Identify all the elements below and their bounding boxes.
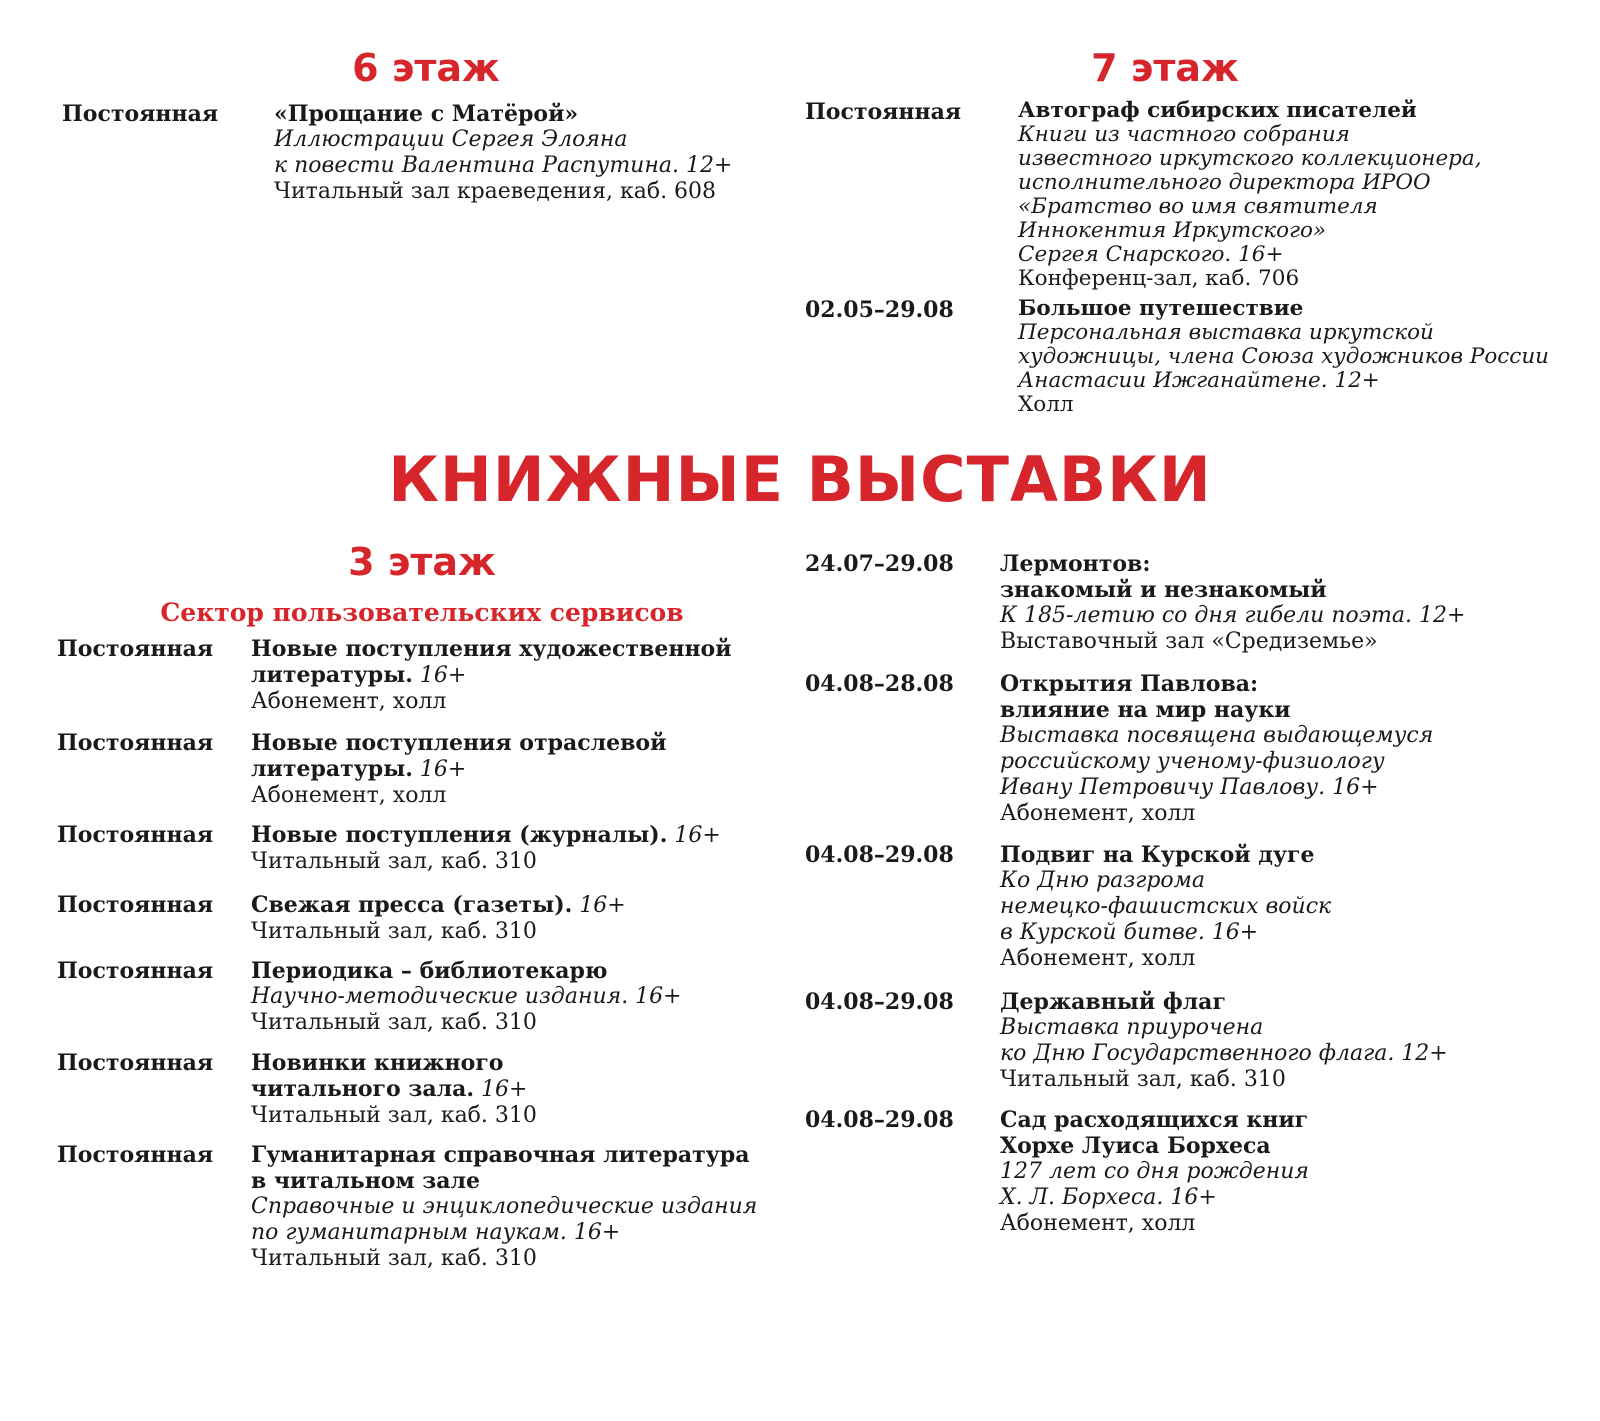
- exhibit-entry: [251, 822, 721, 875]
- exhibit-entry: [251, 1142, 757, 1272]
- exhibit-desc: известного иркутского коллекционера,: [1018, 146, 1482, 171]
- exhibit-desc: Х. Л. Борхеса. 16+: [1000, 1185, 1217, 1210]
- exhibit-title: Большое путешествие: [1018, 296, 1304, 321]
- exhibit-entry: [1018, 99, 1482, 291]
- exhibit-title: Новые поступления отраслевой: [251, 730, 667, 756]
- exhibit-place: Читальный зал, каб. 310: [251, 1246, 537, 1271]
- exhibit-date: Постоянная: [57, 822, 214, 848]
- exhibit-desc: Иллюстрации Сергея Элояна: [274, 127, 628, 152]
- exhibit-entry: [1000, 989, 1448, 1093]
- exhibit-entry: [251, 892, 626, 945]
- exhibit-title: Новинки книжного: [251, 1050, 504, 1076]
- exhibit-place: Читальный зал, каб. 310: [251, 849, 537, 874]
- exhibit-title: Свежая пресса (газеты).: [251, 892, 573, 918]
- exhibit-date: 04.08–28.08: [805, 671, 954, 697]
- floor-3-title: 3 этаж: [348, 540, 496, 584]
- exhibit-desc: в Курской битве. 16+: [1000, 920, 1259, 945]
- exhibit-date: 02.05–29.08: [805, 297, 954, 323]
- exhibit-title: Лермонтов:: [1000, 551, 1151, 577]
- exhibit-entry: [1000, 1107, 1309, 1237]
- sector-title: Сектор пользовательских сервисов: [160, 598, 684, 627]
- exhibit-place: Абонемент, холл: [1000, 946, 1196, 971]
- exhibit-title: Новые поступления (журналы).: [251, 822, 668, 848]
- exhibit-title: Новые поступления художественной: [251, 636, 732, 662]
- exhibit-date: Постоянная: [805, 99, 962, 125]
- exhibit-place: Абонемент, холл: [251, 783, 447, 808]
- exhibit-title: Открытия Павлова:: [1000, 671, 1259, 697]
- exhibit-date: Постоянная: [57, 958, 214, 984]
- exhibit-place: Абонемент, холл: [1000, 1211, 1196, 1236]
- exhibit-place: Читальный зал, каб. 310: [251, 919, 537, 944]
- exhibit-place: Читальный зал, каб. 310: [251, 1010, 537, 1035]
- exhibit-entry: [1000, 551, 1465, 655]
- exhibit-place: Конференц-зал, каб. 706: [1018, 266, 1300, 291]
- exhibit-title: Гуманитарная справочная литература: [251, 1142, 750, 1168]
- exhibit-desc: Выставка посвящена выдающемуся: [1000, 723, 1434, 748]
- age-rating: 16+: [419, 663, 467, 688]
- book-exhibitions-title: КНИЖНЫЕ ВЫСТАВКИ: [388, 443, 1212, 516]
- exhibit-date: 04.08–29.08: [805, 989, 954, 1015]
- exhibit-place: Читальный зал краеведения, каб. 608: [274, 179, 717, 204]
- exhibit-title: Державный флаг: [1000, 989, 1226, 1015]
- exhibit-title: Подвиг на Курской дуге: [1000, 842, 1315, 868]
- exhibit-place: Читальный зал, каб. 310: [1000, 1067, 1286, 1092]
- exhibit-date: Постоянная: [57, 1050, 214, 1076]
- exhibit-date: 24.07–29.08: [805, 551, 954, 577]
- exhibit-entry: [251, 958, 682, 1036]
- exhibit-desc: исполнительного директора ИРОО: [1018, 170, 1431, 195]
- exhibit-date: Постоянная: [57, 730, 214, 756]
- exhibit-title: литературы.: [251, 756, 413, 782]
- exhibit-desc: российскому ученому-физиологу: [1000, 749, 1385, 774]
- age-rating: 16+: [579, 893, 626, 918]
- exhibit-title: знакомый и незнакомый: [1000, 577, 1327, 603]
- exhibit-title: читального зала.: [251, 1076, 475, 1102]
- exhibit-desc: 127 лет со дня рождения: [1000, 1159, 1309, 1184]
- exhibit-place: Холл: [1018, 392, 1074, 417]
- exhibit-desc: немецко-фашистских войск: [1000, 894, 1332, 919]
- exhibit-entry: [1018, 297, 1549, 417]
- exhibit-place: Читальный зал, каб. 310: [251, 1103, 537, 1128]
- exhibit-place: Абонемент, холл: [251, 689, 447, 714]
- exhibit-desc: «Братство во имя святителя: [1018, 194, 1378, 219]
- exhibit-title: Периодика – библиотекарю: [251, 958, 608, 984]
- exhibit-title: влияние на мир науки: [1000, 697, 1291, 723]
- exhibit-entry: [251, 1050, 537, 1129]
- exhibit-desc: ко Дню Государственного флага. 12+: [1000, 1041, 1448, 1066]
- exhibit-date: Постоянная: [57, 1142, 214, 1168]
- age-rating: 16+: [481, 1077, 528, 1102]
- age-rating: 16+: [419, 757, 467, 782]
- exhibit-desc: Книги из частного собрания: [1018, 122, 1350, 147]
- exhibit-place: Выставочный зал «Средиземье»: [1000, 629, 1378, 654]
- exhibit-title: Автограф сибирских писателей: [1018, 98, 1417, 123]
- exhibit-entry: [274, 101, 732, 205]
- exhibit-title: Хорхе Луиса Борхеса: [1000, 1133, 1271, 1159]
- exhibit-desc: Научно-методические издания. 16+: [251, 984, 682, 1009]
- exhibit-entry: [1000, 671, 1433, 827]
- exhibit-date: Постоянная: [57, 636, 214, 662]
- exhibit-desc: по гуманитарным наукам. 16+: [251, 1220, 621, 1245]
- exhibit-desc: Справочные и энциклопедические издания: [251, 1194, 758, 1219]
- exhibit-title: литературы.: [251, 662, 413, 688]
- exhibit-title: Сад расходящихся книг: [1000, 1107, 1309, 1133]
- exhibit-place: Абонемент, холл: [1000, 801, 1196, 826]
- exhibit-desc: Выставка приурочена: [1000, 1015, 1264, 1040]
- floor-7-title: 7 этаж: [1091, 46, 1239, 90]
- exhibit-desc: Сергея Снарского. 16+: [1018, 242, 1284, 267]
- exhibit-date: 04.08–29.08: [805, 842, 954, 868]
- exhibit-desc: Ивану Петровичу Павлову. 16+: [1000, 775, 1379, 800]
- exhibit-entry: [251, 730, 666, 809]
- exhibit-desc: К 185-летию со дня гибели поэта. 12+: [1000, 603, 1466, 628]
- exhibit-title: «Прощание с Матёрой»: [274, 101, 579, 127]
- exhibit-desc: к повести Валентина Распутина. 12+: [274, 153, 733, 178]
- exhibit-desc: художницы, члена Союза художников России: [1018, 344, 1550, 369]
- exhibit-title: в читальном зале: [251, 1168, 481, 1194]
- exhibit-desc: Анастасии Ижганайтене. 12+: [1018, 368, 1380, 393]
- floor-6-title: 6 этаж: [352, 46, 500, 90]
- exhibit-desc: Персональная выставка иркутской: [1018, 320, 1434, 345]
- exhibit-entry: [251, 636, 732, 715]
- exhibit-date: 04.08–29.08: [805, 1107, 954, 1133]
- age-rating: 16+: [674, 823, 721, 848]
- exhibit-desc: Иннокентия Иркутского»: [1018, 218, 1327, 243]
- exhibit-entry: [1000, 842, 1331, 972]
- exhibit-date: Постоянная: [62, 101, 219, 127]
- exhibit-desc: Ко Дню разгрома: [1000, 868, 1206, 893]
- exhibit-date: Постоянная: [57, 892, 214, 918]
